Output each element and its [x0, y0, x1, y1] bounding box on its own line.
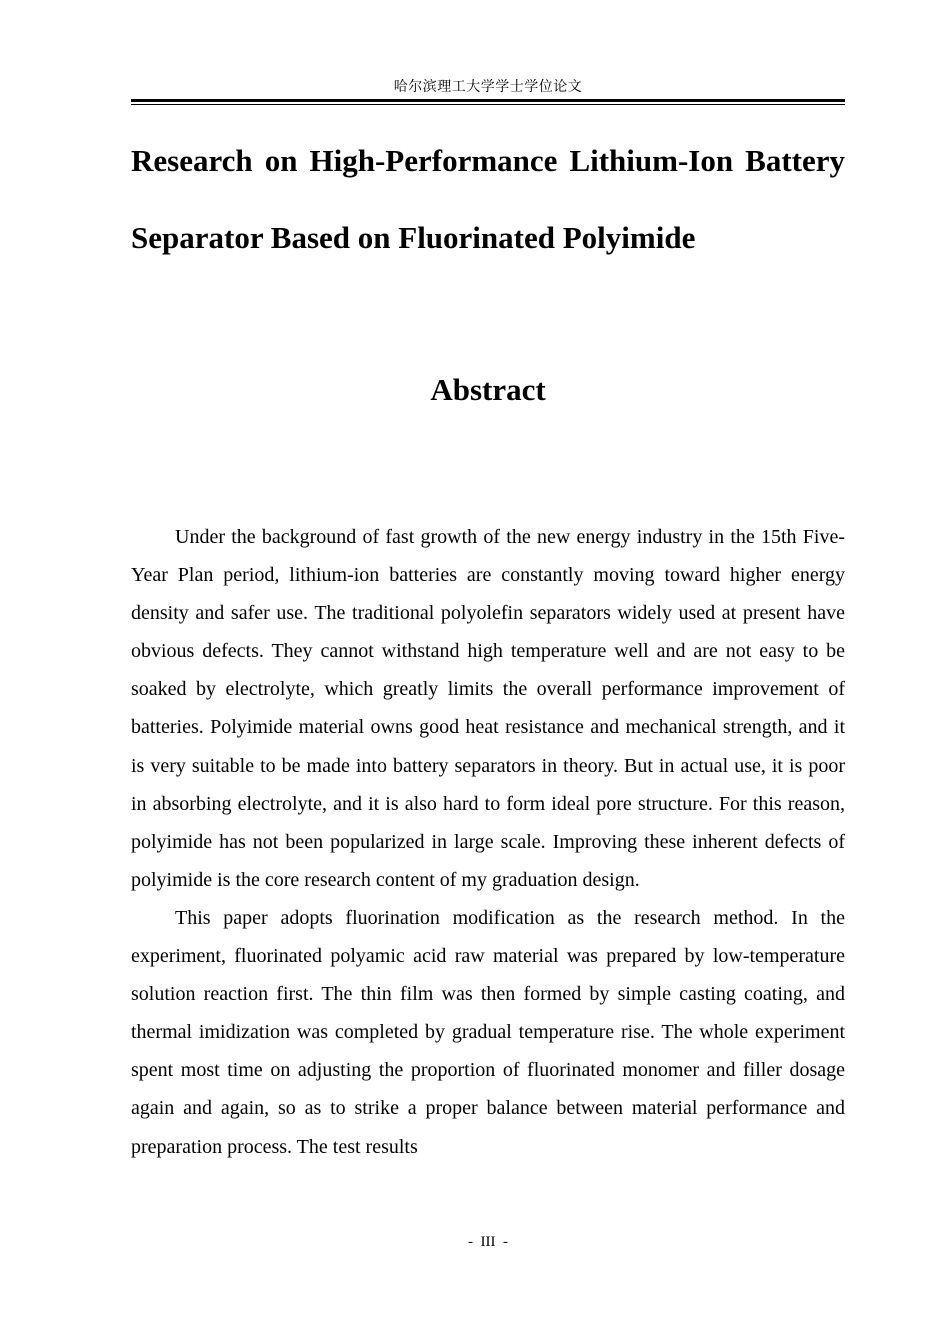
page-number: - III - — [468, 1234, 508, 1250]
abstract-heading: Abstract — [430, 372, 546, 407]
abstract-paragraph-1: Under the background of fast growth of the new energy industry in the 15th Five-Year Plan period, lithium-ion batteries are constantly moving toward higher energy density and safer use. The traditional polyolefin separators widely used at present have obvious defects. They cannot withstand high temperature well and are not easy to be soaked by electrolyte, which greatly limits the overall performance improvement of batteries. Polyimide material owns good heat resistance and mechanical strength, and it is very suitable to be made into battery separators in theory. But in actual use, it is poor in absorbing electrolyte, and it is also hard to form ideal pore structure. For this reason, polyimide has not been popularized in large scale. Improving these inherent defects of polyimide is the core research content of my graduation design. — [131, 526, 845, 891]
header-rule-thin — [131, 104, 845, 105]
running-header: 哈尔滨理工大学学士学位论文 — [393, 79, 583, 95]
header-rule-thick — [131, 99, 845, 102]
abstract-paragraph-2: This paper adopts fluorination modification as the research method. In the experiment, fluorinated polyamic acid raw material was prepared by low-temperature solution reaction first. The thin film was then formed by simple casting coating, and thermal imidization was completed by gradual temperature rise. The whole experiment spent most time on adjusting the proportion of fluorinated monomer and filler dosage again and again, so as to strike a proper balance between material performance and preparation process. The test results — [131, 906, 845, 1158]
thesis-title: Research on High-Performance Lithium-Ion Battery Separator Based on Fluorinated Polyimide — [131, 143, 845, 255]
abstract-body — [131, 518, 845, 1204]
